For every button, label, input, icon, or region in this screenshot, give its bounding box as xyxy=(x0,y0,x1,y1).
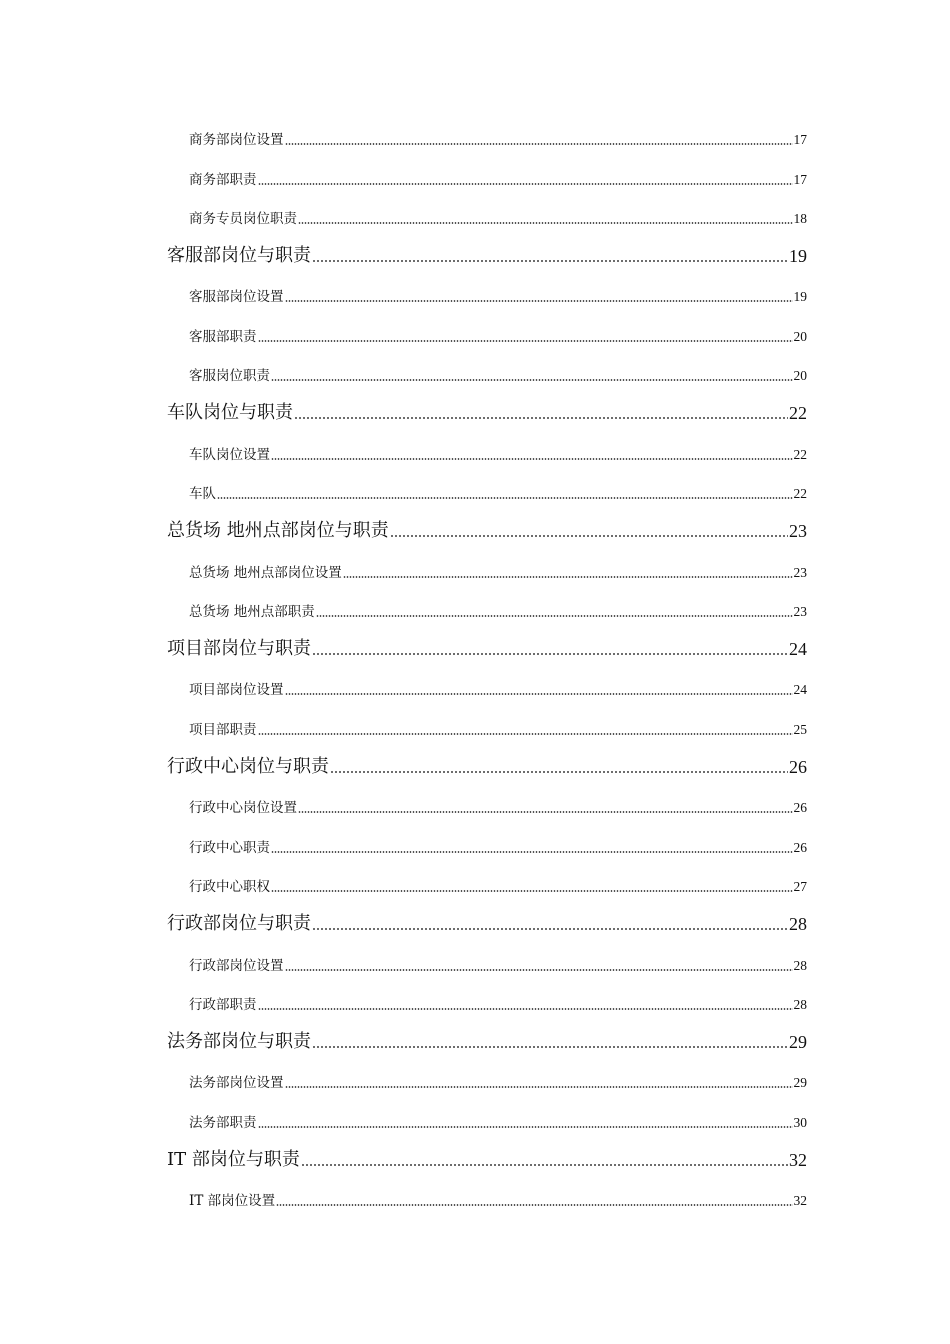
toc-dot-leader xyxy=(312,260,788,263)
toc-entry-page: 25 xyxy=(793,721,807,737)
toc-entry-title: 客服部职责 xyxy=(189,328,257,345)
toc-entry-title: 行政中心岗位设置 xyxy=(189,800,297,817)
toc-chapter[interactable] xyxy=(167,902,807,941)
toc-dot-leader xyxy=(258,733,793,735)
toc-chapter-page: 23 xyxy=(789,521,807,542)
toc-entry[interactable] xyxy=(189,863,807,902)
toc-entry[interactable] xyxy=(189,312,807,351)
toc-entry[interactable] xyxy=(189,1177,807,1216)
toc-chapter-title: 行政中心岗位与职责 xyxy=(167,756,329,778)
toc-entry-title: 商务部职责 xyxy=(189,171,257,188)
toc-entry[interactable] xyxy=(189,548,807,587)
toc-dot-leader xyxy=(271,379,793,381)
toc-chapter[interactable] xyxy=(167,1138,807,1177)
toc-entry[interactable] xyxy=(189,430,807,469)
toc-entry-title: 车队 xyxy=(189,485,216,502)
toc-entry-page: 20 xyxy=(793,368,807,384)
toc-entry[interactable] xyxy=(189,666,807,705)
toc-dot-leader xyxy=(390,535,788,538)
toc-dot-leader xyxy=(312,928,788,931)
toc-dot-leader xyxy=(298,811,793,813)
toc-entry-page: 17 xyxy=(793,132,807,148)
toc-entry-page: 22 xyxy=(793,485,807,501)
toc-dot-leader xyxy=(271,851,793,853)
toc-entry[interactable] xyxy=(189,588,807,627)
toc-entry-title: 总货场 地州点部岗位设置 xyxy=(189,564,342,581)
toc-entry[interactable] xyxy=(189,705,807,744)
toc-entry[interactable] xyxy=(189,155,807,194)
toc-chapter[interactable] xyxy=(167,745,807,784)
toc-dot-leader xyxy=(285,300,793,302)
toc-entry-title: 客服岗位职责 xyxy=(189,368,270,385)
toc-chapter-page: 28 xyxy=(789,914,807,935)
toc-entry-title: 商务部岗位设置 xyxy=(189,132,284,149)
toc-entry-page: 28 xyxy=(793,957,807,973)
toc-entry-page: 23 xyxy=(793,564,807,580)
toc-dot-leader xyxy=(301,1164,788,1167)
toc-dot-leader xyxy=(294,417,788,420)
toc-entry-page: 17 xyxy=(793,171,807,187)
toc-entry-page: 27 xyxy=(793,878,807,894)
toc-entry-title: 行政部岗位设置 xyxy=(189,957,284,974)
toc-entry-title: 总货场 地州点部职责 xyxy=(189,603,315,620)
table-of-contents xyxy=(0,116,950,1216)
toc-entry-page: 32 xyxy=(793,1193,807,1209)
toc-entry-title: 行政部职责 xyxy=(189,996,257,1013)
toc-entry-page: 22 xyxy=(793,446,807,462)
toc-entry-title: 商务专员岗位职责 xyxy=(189,210,297,227)
toc-entry-title: IT 部岗位设置 xyxy=(189,1193,276,1210)
toc-dot-leader xyxy=(217,497,793,499)
toc-entry-page: 28 xyxy=(793,996,807,1012)
toc-chapter[interactable] xyxy=(167,1020,807,1059)
toc-chapter-title: 总货场 地州点部岗位与职责 xyxy=(167,520,389,542)
toc-chapter-page: 32 xyxy=(789,1150,807,1171)
toc-chapter-page: 22 xyxy=(789,403,807,424)
toc-chapter-page: 19 xyxy=(789,246,807,267)
toc-chapter-title: 客服部岗位与职责 xyxy=(167,245,311,267)
toc-entry-page: 20 xyxy=(793,328,807,344)
toc-dot-leader xyxy=(258,1126,793,1128)
toc-dot-leader xyxy=(285,143,793,145)
toc-entry[interactable] xyxy=(189,981,807,1020)
toc-dot-leader xyxy=(312,653,788,656)
toc-dot-leader xyxy=(258,183,793,185)
toc-dot-leader xyxy=(343,576,793,578)
toc-entry-title: 项目部职责 xyxy=(189,721,257,738)
toc-entry-page: 19 xyxy=(793,289,807,305)
toc-entry[interactable] xyxy=(189,941,807,980)
toc-chapter-page: 26 xyxy=(789,757,807,778)
toc-entry-page: 26 xyxy=(793,839,807,855)
toc-entry-title: 项目部岗位设置 xyxy=(189,682,284,699)
toc-dot-leader xyxy=(298,222,793,224)
toc-entry[interactable] xyxy=(189,1059,807,1098)
toc-entry[interactable] xyxy=(189,1098,807,1137)
toc-entry[interactable] xyxy=(189,823,807,862)
toc-dot-leader xyxy=(330,771,788,774)
toc-entry[interactable] xyxy=(189,195,807,234)
toc-dot-leader xyxy=(285,1086,793,1088)
toc-entry-page: 18 xyxy=(793,210,807,226)
toc-chapter-title: IT 部岗位与职责 xyxy=(167,1149,300,1171)
toc-entry-title: 法务部职责 xyxy=(189,1114,257,1131)
toc-dot-leader xyxy=(258,340,793,342)
toc-chapter-page: 29 xyxy=(789,1032,807,1053)
toc-dot-leader xyxy=(271,890,793,892)
toc-entry[interactable] xyxy=(189,116,807,155)
toc-entry[interactable] xyxy=(189,352,807,391)
toc-dot-leader xyxy=(258,1008,793,1010)
toc-chapter-title: 项目部岗位与职责 xyxy=(167,638,311,660)
toc-entry[interactable] xyxy=(189,273,807,312)
toc-chapter-title: 车队岗位与职责 xyxy=(167,402,293,424)
toc-entry-page: 26 xyxy=(793,800,807,816)
toc-entry-title: 行政中心职责 xyxy=(189,839,270,856)
toc-entry[interactable] xyxy=(189,470,807,509)
toc-chapter[interactable] xyxy=(167,234,807,273)
toc-chapter-page: 24 xyxy=(789,639,807,660)
toc-entry-title: 车队岗位设置 xyxy=(189,446,270,463)
toc-entry[interactable] xyxy=(189,784,807,823)
toc-dot-leader xyxy=(285,693,793,695)
toc-entry-page: 24 xyxy=(793,682,807,698)
toc-entry-title: 客服部岗位设置 xyxy=(189,289,284,306)
toc-chapter[interactable] xyxy=(167,391,807,430)
toc-dot-leader xyxy=(271,458,793,460)
toc-dot-leader xyxy=(312,1046,788,1049)
toc-chapter[interactable] xyxy=(167,509,807,548)
toc-dot-leader xyxy=(285,969,793,971)
toc-chapter[interactable] xyxy=(167,627,807,666)
toc-dot-leader xyxy=(276,1204,792,1206)
toc-entry-title: 法务部岗位设置 xyxy=(189,1075,284,1092)
toc-entry-page: 23 xyxy=(793,603,807,619)
toc-chapter-title: 法务部岗位与职责 xyxy=(167,1031,311,1053)
toc-chapter-title: 行政部岗位与职责 xyxy=(167,913,311,935)
toc-entry-page: 29 xyxy=(793,1075,807,1091)
toc-dot-leader xyxy=(316,615,793,617)
toc-entry-title: 行政中心职权 xyxy=(189,878,270,895)
toc-entry-page: 30 xyxy=(793,1114,807,1130)
